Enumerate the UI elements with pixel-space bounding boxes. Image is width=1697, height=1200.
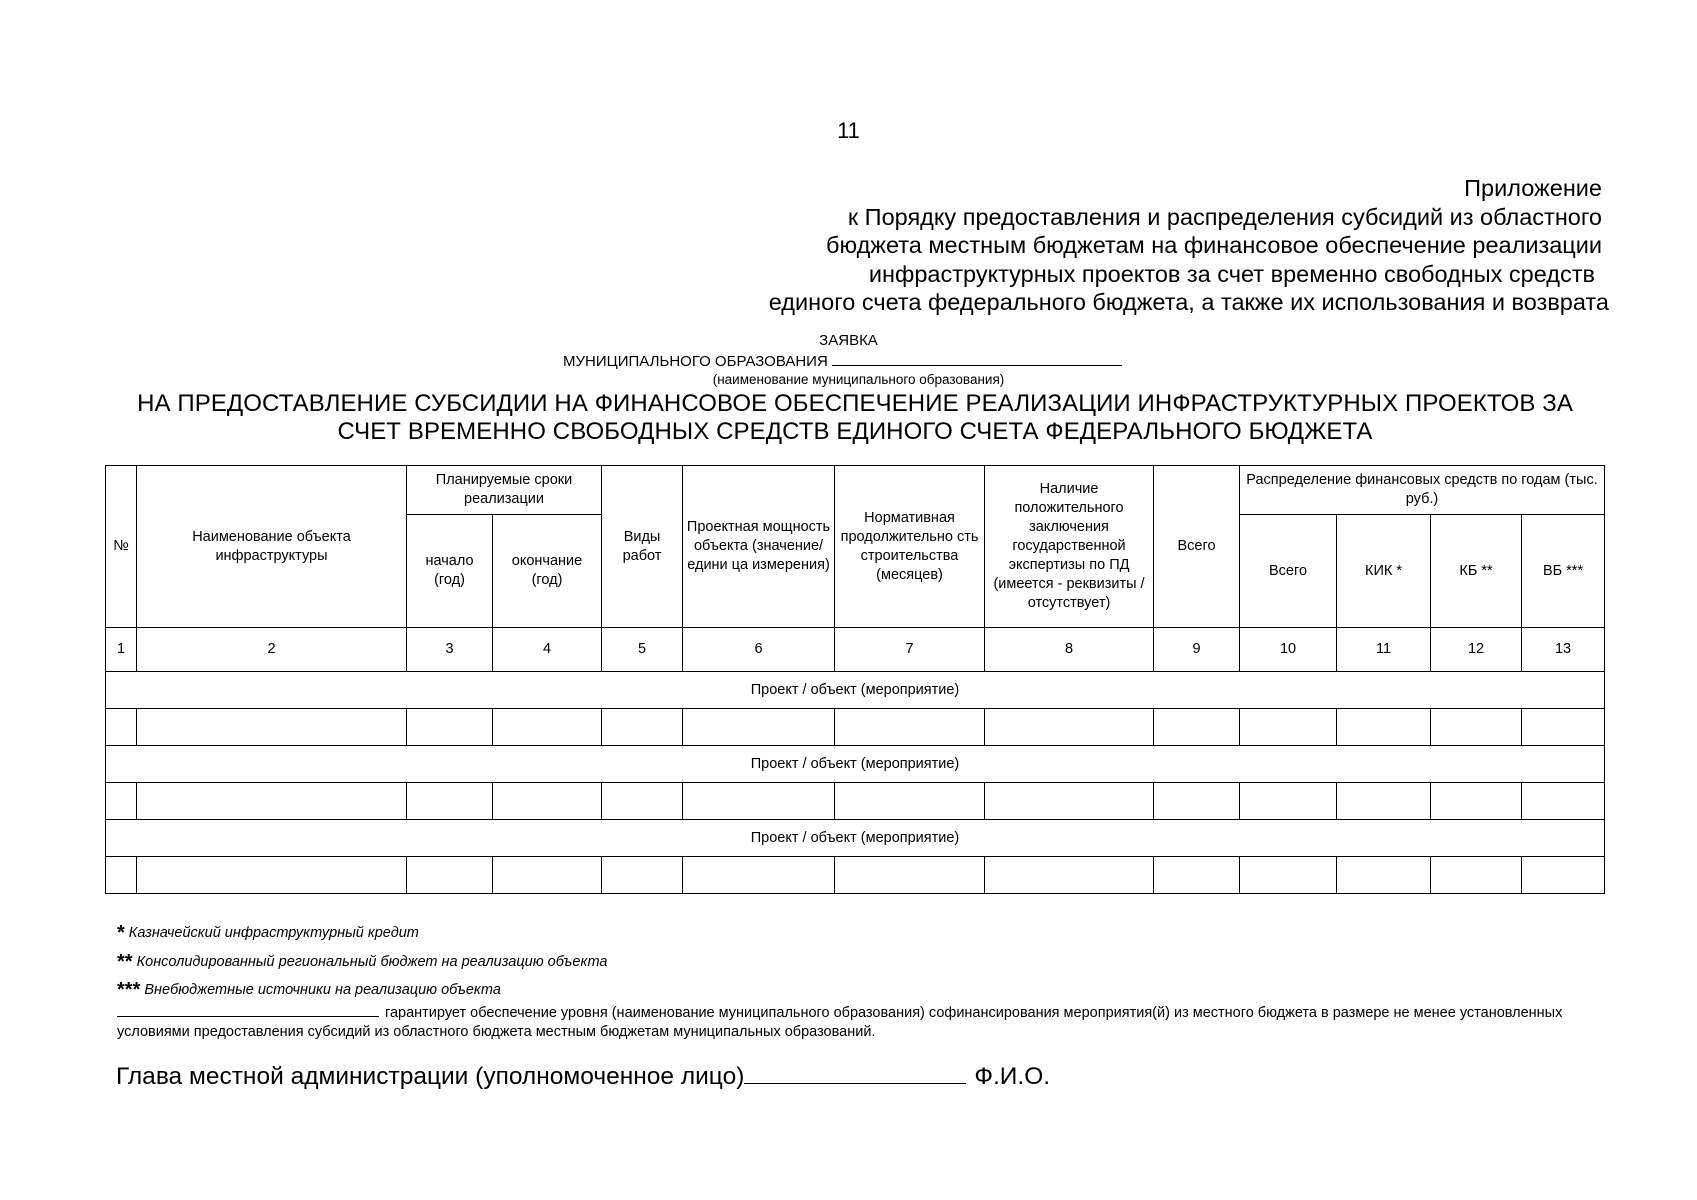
table-cell[interactable]: [137, 709, 407, 746]
table-row: [106, 857, 1605, 894]
header-start: начало (год): [407, 515, 493, 628]
project-label: Проект / объект (мероприятие): [106, 820, 1605, 857]
column-number: 8: [985, 628, 1154, 672]
column-number: 11: [1337, 628, 1431, 672]
project-row: [106, 746, 1605, 783]
column-number: 1: [106, 628, 137, 672]
table-cell[interactable]: [493, 783, 602, 820]
header-capacity: Проектная мощность объекта (значение/едини ца измерения): [683, 466, 835, 628]
project-row: [106, 820, 1605, 857]
document-title: [110, 390, 1600, 446]
column-number: 3: [407, 628, 493, 672]
table-cell[interactable]: [1337, 709, 1431, 746]
header-vb: ВБ ***: [1522, 515, 1605, 628]
column-number: 6: [683, 628, 835, 672]
table-cell[interactable]: [835, 709, 985, 746]
footnote-marker: **: [117, 950, 133, 973]
header-end: окончание (год): [493, 515, 602, 628]
column-number: 12: [1431, 628, 1522, 672]
footnotes: [117, 922, 607, 1008]
appendix-line: бюджета местным бюджетам на финансовое обеспечение реализации: [826, 232, 1602, 258]
table-cell[interactable]: [1240, 857, 1337, 894]
table-cell[interactable]: [1431, 783, 1522, 820]
application-table: [105, 465, 1605, 894]
table-cell[interactable]: [602, 783, 683, 820]
table-cell[interactable]: [835, 783, 985, 820]
column-number: 5: [602, 628, 683, 672]
table-cell[interactable]: [1240, 709, 1337, 746]
table-cell[interactable]: [407, 783, 493, 820]
table-cell[interactable]: [1522, 857, 1605, 894]
guarantee-text: гарантирует обеспечение уровня (наименование муниципального образования) софинансирования мероприятия(й) из местного бюджета в размере не менее установленных условиями предоставления субсидий из областного бюджета местным бюджетам муниципальных образований.: [117, 1005, 1563, 1040]
header-work-types: Виды работ: [602, 466, 683, 628]
header-duration: Нормативная продолжительно сть строительства (месяцев): [835, 466, 985, 628]
project-label: Проект / объект (мероприятие): [106, 746, 1605, 783]
header-total: Всего: [1154, 466, 1240, 628]
municipality-label: МУНИЦИПАЛЬНОГО ОБРАЗОВАНИЯ: [563, 353, 828, 370]
table-cell[interactable]: [1522, 709, 1605, 746]
appendix-line: к Порядку предоставления и распределения субсидий из областного: [847, 203, 1602, 230]
table-cell[interactable]: [407, 709, 493, 746]
table-cell[interactable]: [683, 783, 835, 820]
table-row: [106, 783, 1605, 820]
table-cell[interactable]: [985, 857, 1154, 894]
table-cell[interactable]: [493, 709, 602, 746]
table-cell[interactable]: [407, 857, 493, 894]
header-planned-terms: Планируемые сроки реализации: [407, 466, 602, 515]
footnote-kik: [117, 922, 607, 951]
header-kik: КИК *: [1337, 515, 1431, 628]
table-cell[interactable]: [1154, 857, 1240, 894]
header-object-name: Наименование объекта инфраструктуры: [137, 466, 407, 628]
table-cell[interactable]: [137, 857, 407, 894]
title-line-2: СЧЕТ ВРЕМЕННО СВОБОДНЫХ СРЕДСТВ ЕДИНОГО СЧЕТА ФЕДЕРАЛЬНОГО БЮДЖЕТА: [337, 418, 1373, 445]
column-number: 13: [1522, 628, 1605, 672]
table-cell[interactable]: [602, 709, 683, 746]
table-cell[interactable]: [1522, 783, 1605, 820]
appendix-block: [602, 174, 1609, 317]
table-header-row: [106, 466, 1605, 515]
footnote-text: Консолидированный региональный бюджет на реализацию объекта: [136, 953, 608, 970]
column-number-row: [106, 628, 1605, 672]
header-kb: КБ **: [1431, 515, 1522, 628]
appendix-line: инфраструктурных проектов за счет временно свободных средств: [868, 260, 1595, 287]
table-cell[interactable]: [1431, 709, 1522, 746]
table-cell[interactable]: [1337, 783, 1431, 820]
signature-fio: Ф.И.О.: [974, 1063, 1051, 1090]
footnote-text: Внебюджетные источники на реализацию объекта: [144, 982, 501, 998]
column-number: 4: [493, 628, 602, 672]
table-cell[interactable]: [835, 857, 985, 894]
application-heading: ЗАЯВКА: [819, 332, 878, 349]
table-cell[interactable]: [1337, 857, 1431, 894]
footnote-marker: *: [117, 922, 125, 944]
appendix-line: единого счета федерального бюджета, а также их использования и возврата: [768, 289, 1609, 315]
municipality-line: [563, 352, 1122, 370]
municipality-caption: (наименование муниципального образования): [712, 372, 1005, 387]
header-dist-total: Всего: [1240, 515, 1337, 628]
table-cell[interactable]: [106, 783, 137, 820]
column-number: 2: [137, 628, 407, 672]
signature-field[interactable]: [744, 1063, 966, 1084]
table-cell[interactable]: [1431, 857, 1522, 894]
guarantee-statement: [117, 1004, 1607, 1042]
project-row: [106, 672, 1605, 709]
table-row: [106, 709, 1605, 746]
footnote-marker: ***: [117, 979, 141, 1001]
municipality-name-field[interactable]: [832, 352, 1122, 366]
table-cell[interactable]: [1154, 783, 1240, 820]
table-cell[interactable]: [1240, 783, 1337, 820]
table-cell[interactable]: [137, 783, 407, 820]
table-cell[interactable]: [106, 857, 137, 894]
table-cell[interactable]: [602, 857, 683, 894]
table-cell[interactable]: [1154, 709, 1240, 746]
table-cell[interactable]: [683, 709, 835, 746]
page-number: 11: [837, 118, 860, 143]
header-expertise: Наличие положительного заключения государственной экспертизы по ПД (имеется - реквизиты /отсутствует): [985, 466, 1154, 628]
appendix-line: Приложение: [1464, 175, 1602, 201]
title-line-1: НА ПРЕДОСТАВЛЕНИЕ СУБСИДИИ НА ФИНАНСОВОЕ ОБЕСПЕЧЕНИЕ РЕАЛИЗАЦИИ ИНФРАСТРУКТУРНЫХ ПРОЕКТОВ ЗА: [137, 390, 1573, 417]
table-cell[interactable]: [683, 857, 835, 894]
column-number: 10: [1240, 628, 1337, 672]
footnote-kb: [117, 951, 607, 980]
header-distribution: Распределение финансовых средств по годам (тыс. руб.): [1240, 466, 1605, 515]
project-label: Проект / объект (мероприятие): [106, 672, 1605, 709]
signature-label: Глава местной администрации (уполномоченное лицо): [116, 1063, 745, 1090]
column-number: 7: [835, 628, 985, 672]
signature-line: [116, 1063, 1050, 1091]
header-number: №: [106, 466, 137, 628]
column-number: 9: [1154, 628, 1240, 672]
table-cell[interactable]: [106, 709, 137, 746]
footnote-text: Казначейский инфраструктурный кредит: [128, 925, 419, 941]
table-cell[interactable]: [985, 783, 1154, 820]
table-cell[interactable]: [985, 709, 1154, 746]
guarantor-name-field[interactable]: [117, 1004, 379, 1017]
table-cell[interactable]: [493, 857, 602, 894]
